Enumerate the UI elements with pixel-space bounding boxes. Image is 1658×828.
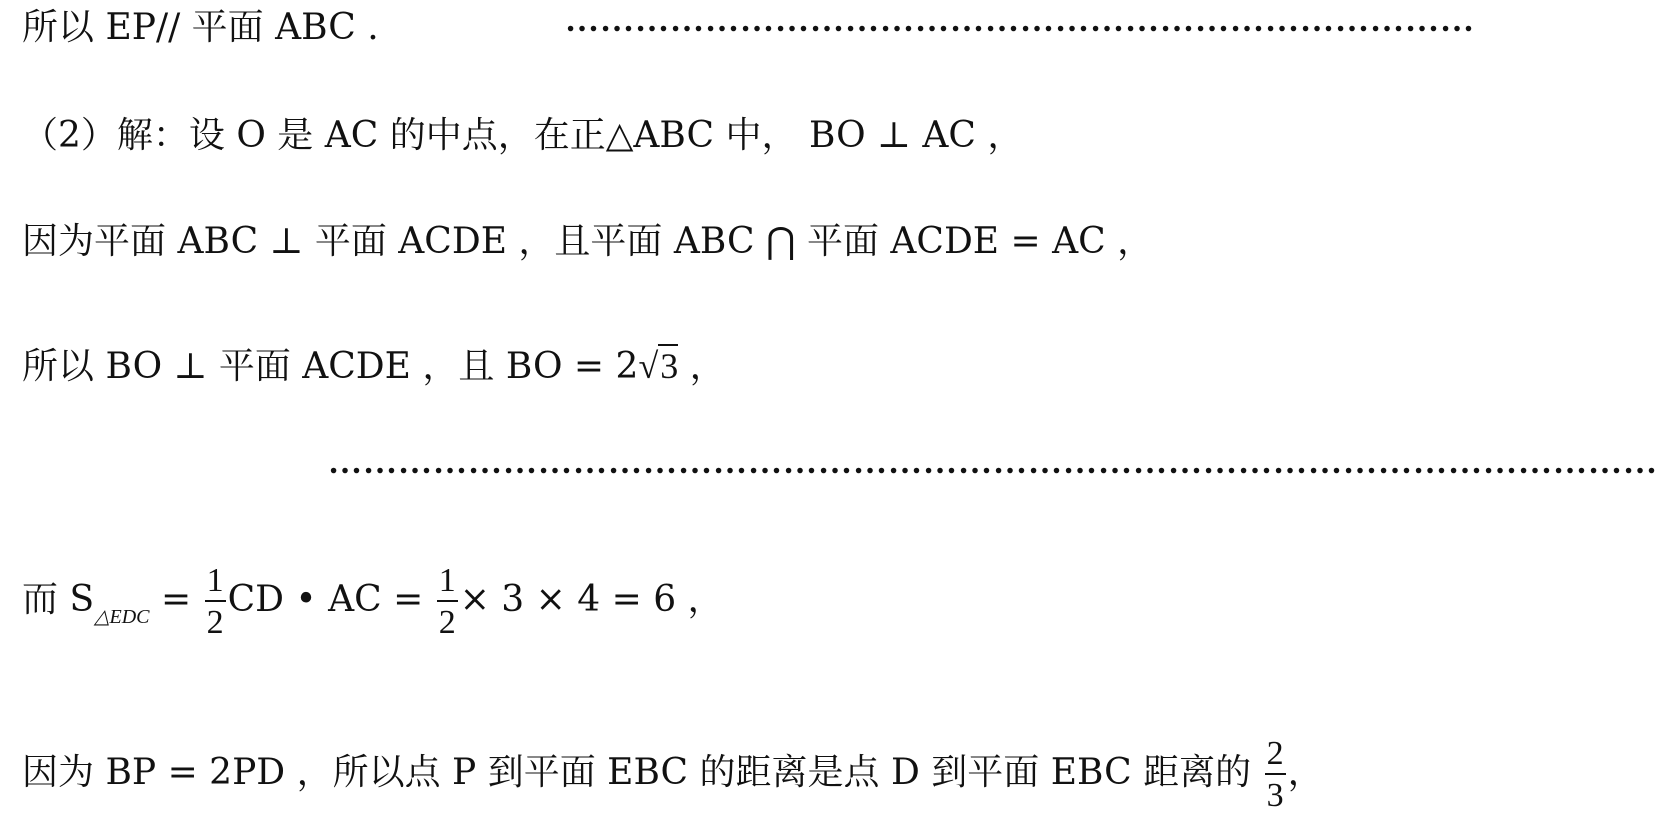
line-5 xyxy=(22,564,724,640)
fraction-denominator: 2 xyxy=(438,604,456,641)
sqrt-expression: √3 xyxy=(638,346,679,386)
fraction-two-thirds xyxy=(1265,737,1286,813)
dotted-leader-top: …………………………………………………………………… xyxy=(565,2,1475,39)
fraction-one-half-first xyxy=(205,564,226,640)
dotted-leader-middle: …………………………………………………………………………………………………… xyxy=(328,444,1658,481)
fraction-numerator: 1 xyxy=(437,564,458,602)
line-5-text-c: CD • AC = xyxy=(227,579,435,620)
line-4-text-b: ， xyxy=(678,346,726,387)
line-6 xyxy=(22,737,1324,813)
line-6-text-b: ， xyxy=(1287,752,1324,793)
fraction-one-half-second xyxy=(437,564,458,640)
area-subscript: △EDC xyxy=(94,606,150,628)
fraction-denominator: 3 xyxy=(1266,777,1284,814)
fraction-numerator: 1 xyxy=(205,564,226,602)
line-3 xyxy=(22,221,1154,262)
line-5-text-a: 而 S xyxy=(22,579,95,620)
line-1-text: 所以 EP// 平面 ABC . xyxy=(22,7,379,48)
line-4-text-a: 所以 BO ⊥ 平面 ACDE ，且 BO = 2 xyxy=(22,346,639,387)
fraction-denominator: 2 xyxy=(206,604,224,641)
line-3-text: 因为平面 ABC ⊥ 平面 ACDE ，且平面 ABC ⋂ 平面 ACDE = AC ， xyxy=(22,221,1154,262)
sqrt-radicand: 3 xyxy=(660,346,679,386)
line-5-text-b: = xyxy=(149,579,203,620)
line-6-text-a: 因为 BP = 2PD ，所以点 P 到平面 EBC 的距离是点 D 到平面 EBC 距离的 xyxy=(22,752,1252,793)
line-1 xyxy=(22,7,379,48)
line-4 xyxy=(22,348,726,385)
line-5-text-d: × 3 × 4 = 6 ， xyxy=(459,579,724,620)
line-2 xyxy=(22,115,1024,156)
line-2-text: （2）解：设 O 是 AC 的中点，在正△ABC 中， BO ⊥ AC ， xyxy=(22,115,1024,156)
fraction-numerator: 2 xyxy=(1265,737,1286,775)
